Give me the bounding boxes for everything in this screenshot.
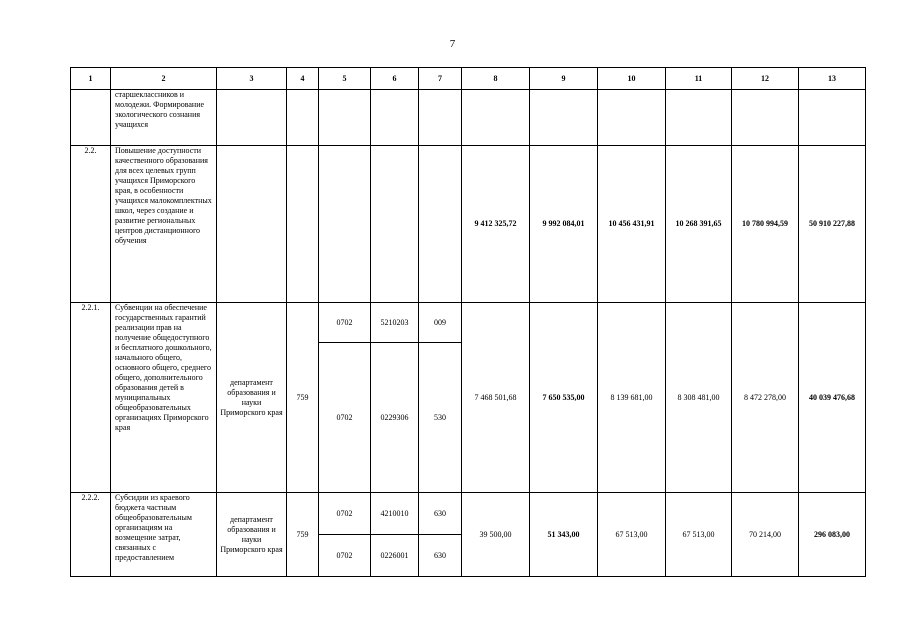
table-row (71, 90, 866, 146)
value-cell: 67 513,00 (598, 493, 666, 577)
row-name-cell: Субвенции на обеспечение государственных гарантий реализации прав на получение общедоступного и бесплатного дошкольного, начального общего, основного общего, среднего общего, дополнительного образования детей в муниципальных общеобразовательных организациях Приморского края (111, 303, 217, 493)
value-cell: 8 139 681,00 (598, 303, 666, 493)
row-num-cell: 2.2.2. (71, 493, 111, 577)
value-cell: 8 308 481,00 (666, 303, 732, 493)
total-cell: 50 910 227,88 (799, 146, 866, 303)
page-number: 7 (449, 38, 456, 50)
header-cell: 2 (111, 68, 217, 90)
section-cell: 0702 (319, 493, 371, 535)
value-cell: 7 650 535,00 (530, 303, 598, 493)
value-cell: 7 468 501,68 (462, 303, 530, 493)
article-cell: 4210010 (371, 493, 419, 535)
header-cell: 5 (319, 68, 371, 90)
header-cell: 1 (71, 68, 111, 90)
header-cell: 12 (732, 68, 799, 90)
budget-table (70, 67, 866, 577)
department-cell: департамент образования и науки Приморского края (217, 493, 287, 577)
value-cell: 10 268 391,65 (666, 146, 732, 303)
value-cell: 10 456 431,91 (598, 146, 666, 303)
table-row (71, 303, 866, 343)
header-cell: 11 (666, 68, 732, 90)
header-cell: 4 (287, 68, 319, 90)
value-cell: 70 214,00 (732, 493, 799, 577)
value-cell: 67 513,00 (666, 493, 732, 577)
type-cell: 630 (419, 535, 462, 577)
header-cell: 9 (530, 68, 598, 90)
section-cell: 0702 (319, 303, 371, 343)
type-cell: 530 (419, 343, 462, 493)
header-row (71, 68, 866, 90)
value-cell: 9 992 084,01 (530, 146, 598, 303)
header-cell: 3 (217, 68, 287, 90)
type-cell: 009 (419, 303, 462, 343)
code-cell: 759 (287, 303, 319, 493)
section-cell: 0702 (319, 535, 371, 577)
article-cell: 0226001 (371, 535, 419, 577)
value-cell: 8 472 278,00 (732, 303, 799, 493)
department-cell: департамент образования и науки Приморского края (217, 303, 287, 493)
header-cell: 6 (371, 68, 419, 90)
type-cell: 630 (419, 493, 462, 535)
value-cell: 10 780 994,59 (732, 146, 799, 303)
section-cell: 0702 (319, 343, 371, 493)
header-cell: 7 (419, 68, 462, 90)
total-cell: 40 039 476,68 (799, 303, 866, 493)
table-row (71, 493, 866, 535)
table-row (71, 146, 866, 303)
header-cell: 13 (799, 68, 866, 90)
article-cell: 0229306 (371, 343, 419, 493)
header-cell: 10 (598, 68, 666, 90)
value-cell: 51 343,00 (530, 493, 598, 577)
code-cell: 759 (287, 493, 319, 577)
row-name-cell: Повышение доступности качественного образования для всех целевых групп учащихся Приморского края, в особенности учащихся малокомплектных школ, через создание и развитие региональных центров дистанционного обучения (111, 146, 217, 303)
row-num-cell: 2.2. (71, 146, 111, 303)
header-cell: 8 (462, 68, 530, 90)
row-num-cell: 2.2.1. (71, 303, 111, 493)
total-cell: 296 083,00 (799, 493, 866, 577)
article-cell: 5210203 (371, 303, 419, 343)
value-cell: 39 500,00 (462, 493, 530, 577)
row-name-cell: старшеклассников и молодежи. Формирование экологического сознания учащихся (111, 90, 217, 146)
row-num-cell (71, 90, 111, 146)
row-name-cell: Субсидии из краевого бюджета частным общеобразовательным организациям на возмещение затрат, связанных с предоставлением (111, 493, 217, 577)
value-cell: 9 412 325,72 (462, 146, 530, 303)
